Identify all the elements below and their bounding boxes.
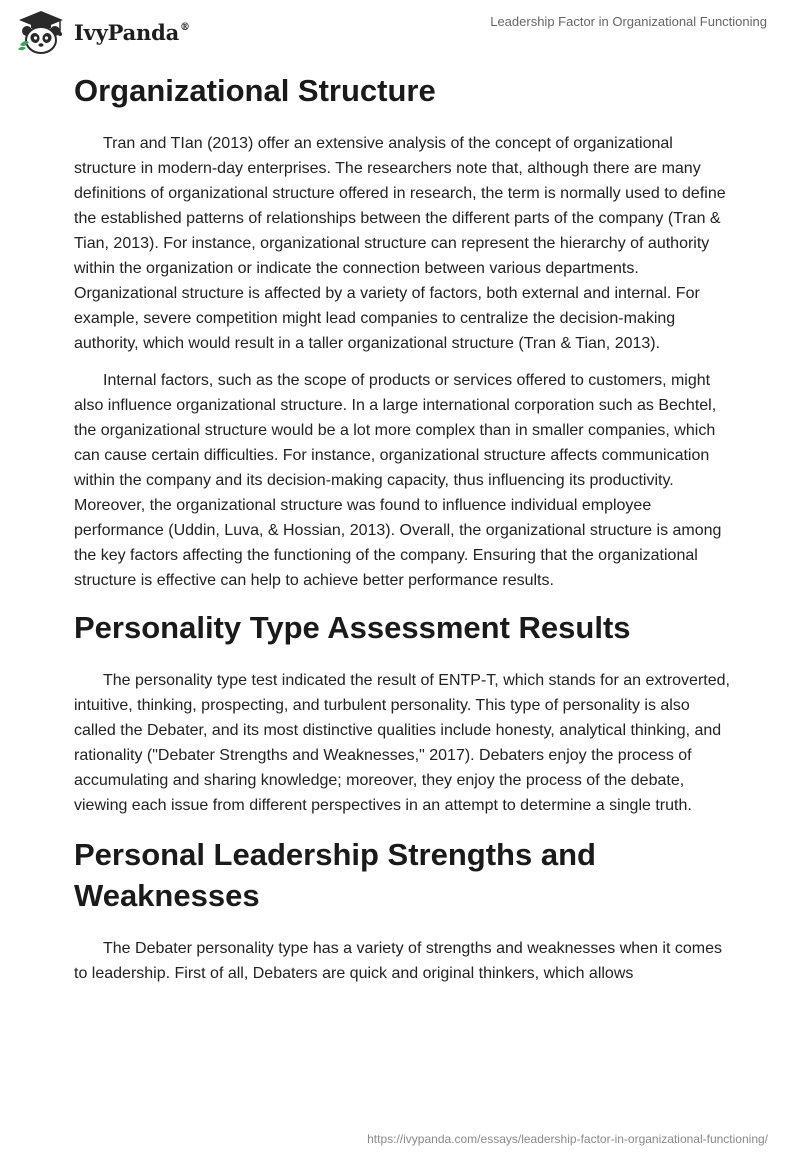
document-title: Leadership Factor in Organizational Functioning — [490, 14, 767, 29]
page-header — [0, 0, 800, 70]
site-logo[interactable] — [16, 9, 190, 55]
paragraph: Tran and TIan (2013) offer an extensive analysis of the concept of organizational structure in modern-day enterprises. The researchers note that, although there are many definitions of organizational structure offered in research, the term is normally used to define the established patterns of relationships between the different parts of the company (Tran & Tian, 2013). For instance, organizational structure can represent the hierarchy of authority within the organization or indicate the connection between various departments. Organizational structure is affected by a variety of factors, both external and internal. For example, severe competition might lead companies to centralize the decision-making authority, which would result in a taller organizational structure (Tran & Tian, 2013). — [74, 135, 726, 352]
section-heading: Personal Leadership Strengths and Weaknesses — [74, 837, 596, 913]
section-heading: Organizational Structure — [74, 73, 436, 108]
essay-content — [74, 70, 734, 998]
section-heading: Personality Type Assessment Results — [74, 610, 631, 645]
paragraph: The Debater personality type has a variety of strengths and weaknesses when it comes to leadership. First of all, Debaters are quick and original thinkers, which allows — [74, 940, 722, 982]
panda-graduate-icon — [16, 9, 66, 55]
logo-wordmark: IvyPanda® — [74, 19, 190, 45]
paragraph: Internal factors, such as the scope of products or services offered to customers, might also influence organizational structure. In a large international corporation such as Bechtel, the organizational structure would be a lot more complex than in smaller companies, which can cause certain difficulties. For instance, organizational structure affects communication within the company and its decision-making capacity, thus influencing its productivity. Moreover, the organizational structure was found to influence individual employee performance (Uddin, Luva, & Hossian, 2013). Overall, the organizational structure is among the key factors affecting the functioning of the company. Ensuring that the organizational structure is effective can help to achieve better performance results. — [74, 372, 722, 589]
source-url[interactable]: https://ivypanda.com/essays/leadership-factor-in-organizational-functioning/ — [367, 1132, 768, 1146]
paragraph: The personality type test indicated the result of ENTP-T, which stands for an extroverted, intuitive, thinking, prospecting, and turbulent personality. This type of personality is also called the Debater, and its most distinctive qualities include honesty, analytical thinking, and rationality ("Debater Strengths and Weaknesses," 2017). Debaters enjoy the process of accumulating and sharing knowledge; moreover, they enjoy the process of the debate, viewing each issue from different perspectives in an attempt to determine a single truth. — [74, 672, 730, 814]
